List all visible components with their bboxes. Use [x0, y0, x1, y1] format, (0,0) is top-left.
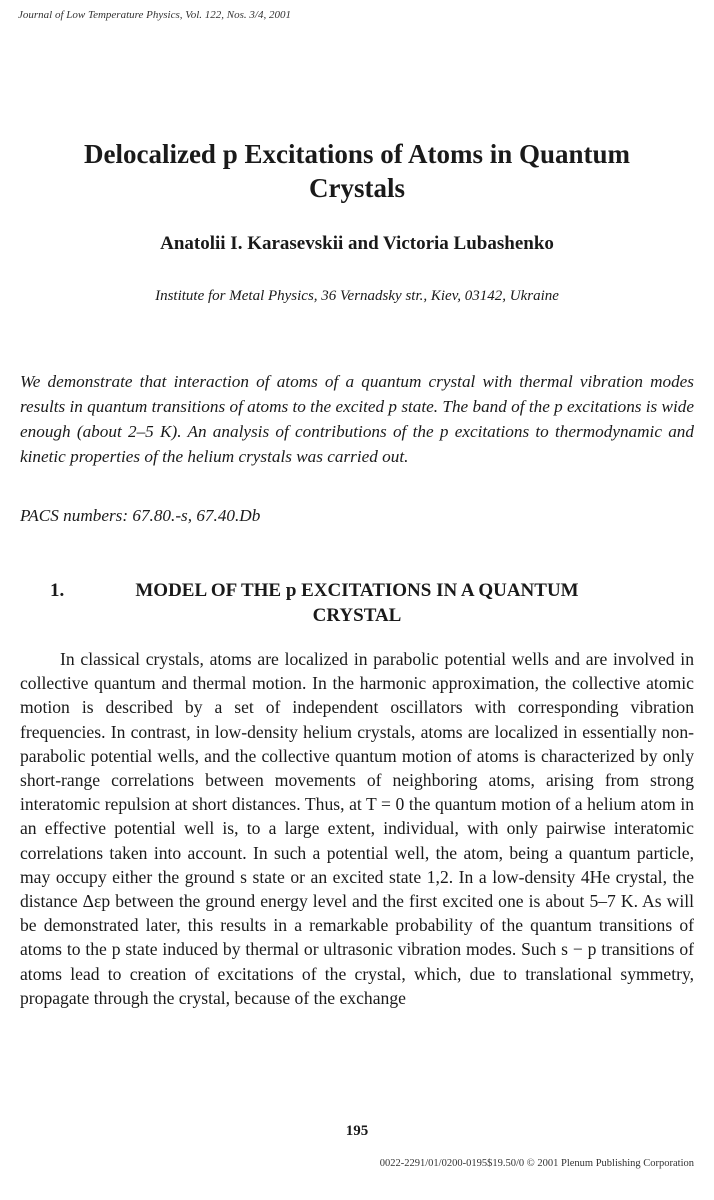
pacs-numbers: PACS numbers: 67.80.-s, 67.40.Db	[20, 506, 261, 525]
body-paragraph: In classical crystals, atoms are localized in parabolic potential wells and are involved in collective quantum and thermal motion. In the harmonic approximation, the collective atomic motion is described by a set of independent oscillators with corresponding vibration frequencies. In contrast, in low-density helium crystals, atoms are localized in essentially non-parabolic potential wells, and the collective quantum motion of atoms is characterized by only short-range correlations between movements of neighboring atoms, arising from strong interatomic repulsion at short distances. Thus, at T = 0 the quantum motion of a helium atom in an effective potential well is, to a large extent, individual, with only pairwise interatomic correlations taken into account. In such a potential well, the atom, being a quantum particle, may occupy either the ground s state or an excited state 1,2. In a low-density 4He crystal, the distance Δεp between the ground energy level and the first excited one is about 5–7 K. As will be demonstrated later, this results in a remarkable probability of the quantum transitions of atoms to the p state induced by thermal or ultrasonic vibration modes. Such s − p transitions of atoms lead to creation of excitations of the crystal, which, due to translational symmetry, propagate through the crystal, because of the exchange	[20, 649, 694, 1008]
section-heading	[0, 578, 714, 628]
abstract: We demonstrate that interaction of atoms of a quantum crystal with thermal vibration modes results in quantum transitions of atoms to the excited p state. The band of the p excitations is wide enough (about 2–5 K). An analysis of contributions of the p excitations to thermodynamic and kinetic properties of the helium crystals was carried out.	[20, 372, 694, 466]
copyright-footer: 0022-2291/01/0200-0195$19.50/0 © 2001 Plenum Publishing Corporation	[379, 1158, 694, 1169]
page-number: 195	[345, 1123, 369, 1139]
paper-title	[0, 137, 714, 205]
affiliation: Institute for Metal Physics, 36 Vernadsky str., Kiev, 03142, Ukraine	[155, 288, 559, 304]
body-text	[20, 647, 694, 1010]
author-list: Anatolii I. Karasevskii and Victoria Lubashenko	[160, 233, 554, 254]
section-number: 1.	[50, 580, 65, 601]
section-title-line-2: CRYSTAL	[312, 605, 402, 626]
title-line-2: Crystals	[309, 173, 405, 203]
section-title-line-1: MODEL OF THE p EXCITATIONS IN A QUANTUM	[135, 580, 579, 601]
title-line-1: Delocalized p Excitations of Atoms in Quantum	[83, 139, 630, 169]
running-head: Journal of Low Temperature Physics, Vol. 122, Nos. 3/4, 2001	[18, 9, 291, 21]
